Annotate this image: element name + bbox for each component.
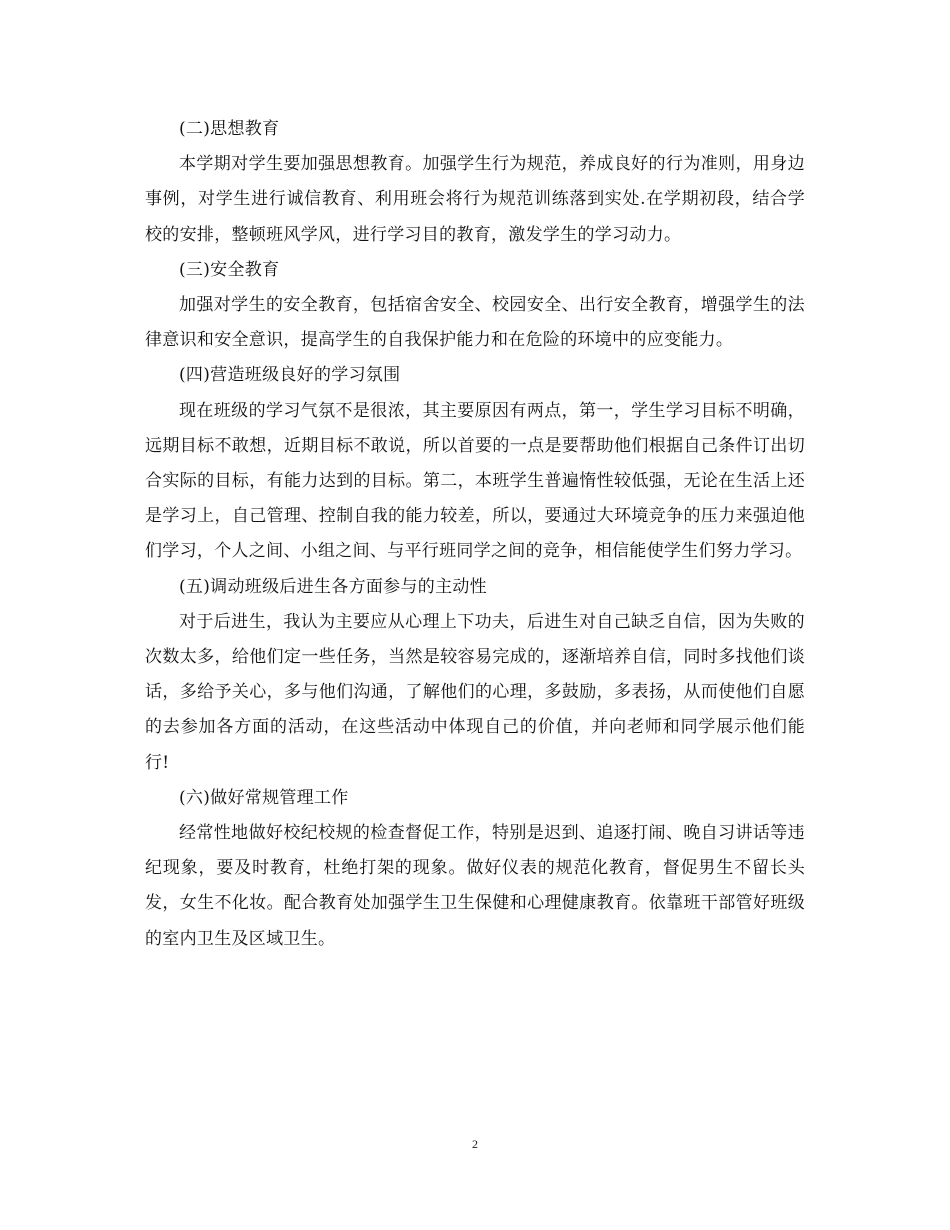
- section-paragraph-underachiever-participation: 对于后进生，我认为主要应从心理上下功夫，后进生对自己缺乏自信，因为失败的次数太多，给他们定一些任务，当然是较容易完成的，逐渐培养自信，同时多找他们谈话，多给予关心，多与他们沟通，了解他们的心理，多鼓励，多表扬，从而使他们自愿的去参加各方面的活动，在这些活动中体现自己的价值，并向老师和同学展示他们能行!: [145, 611, 805, 773]
- section-paragraph-learning-atmosphere: 现在班级的学习气氛不是很浓，其主要原因有两点，第一，学生学习目标不明确，远期目标不敢想，近期目标不敢说，所以首要的一点是要帮助他们根据自己条件订出切合实际的目标，有能力达到的目标。第二，本班学生普遍惰性较低强，无论在生活上还是学习上，自己管理、控制自我的能力较差，所以，要通过大环境竞争的压力来强迫他们学习，个人之间、小组之间、与平行班同学之间的竞争，相信能使学生们努力学习。: [145, 400, 805, 562]
- section-paragraph-safety-education: 加强对学生的安全教育，包括宿舍安全、校园安全、出行安全教育，增强学生的法律意识和安全意识，提高学生的自我保护能力和在危险的环境中的应变能力。: [145, 295, 805, 351]
- document-body: [145, 112, 805, 957]
- section-heading-underachiever-participation: (五)调动班级后进生各方面参与的主动性: [179, 576, 487, 597]
- section-paragraph-routine-management: 经常性地做好校纪校规的检查督促工作，特别是迟到、追逐打闹、晚自习讲话等违纪现象，要及时教育，杜绝打架的现象。做好仪表的规范化教育，督促男生不留长头发，女生不化妆。配合教育处加强学生卫生保健和心理健康教育。依靠班干部管好班级的室内卫生及区域卫生。: [145, 823, 805, 949]
- page-number: 2: [472, 1137, 478, 1151]
- section-heading-safety-education: (三)安全教育: [179, 259, 280, 280]
- section-heading-routine-management: (六)做好常规管理工作: [179, 787, 349, 808]
- section-paragraph-thought-education: 本学期对学生要加强思想教育。加强学生行为规范，养成良好的行为准则，用身边事例，对学生进行诚信教育、利用班会将行为规范训练落到实处.在学期初段，结合学校的安排，整顿班风学风，进行学习目的教育，激发学生的学习动力。: [145, 154, 805, 245]
- section-heading-learning-atmosphere: (四)营造班级良好的学习氛围: [179, 365, 401, 386]
- section-heading-thought-education: (二)思想教育: [179, 119, 280, 139]
